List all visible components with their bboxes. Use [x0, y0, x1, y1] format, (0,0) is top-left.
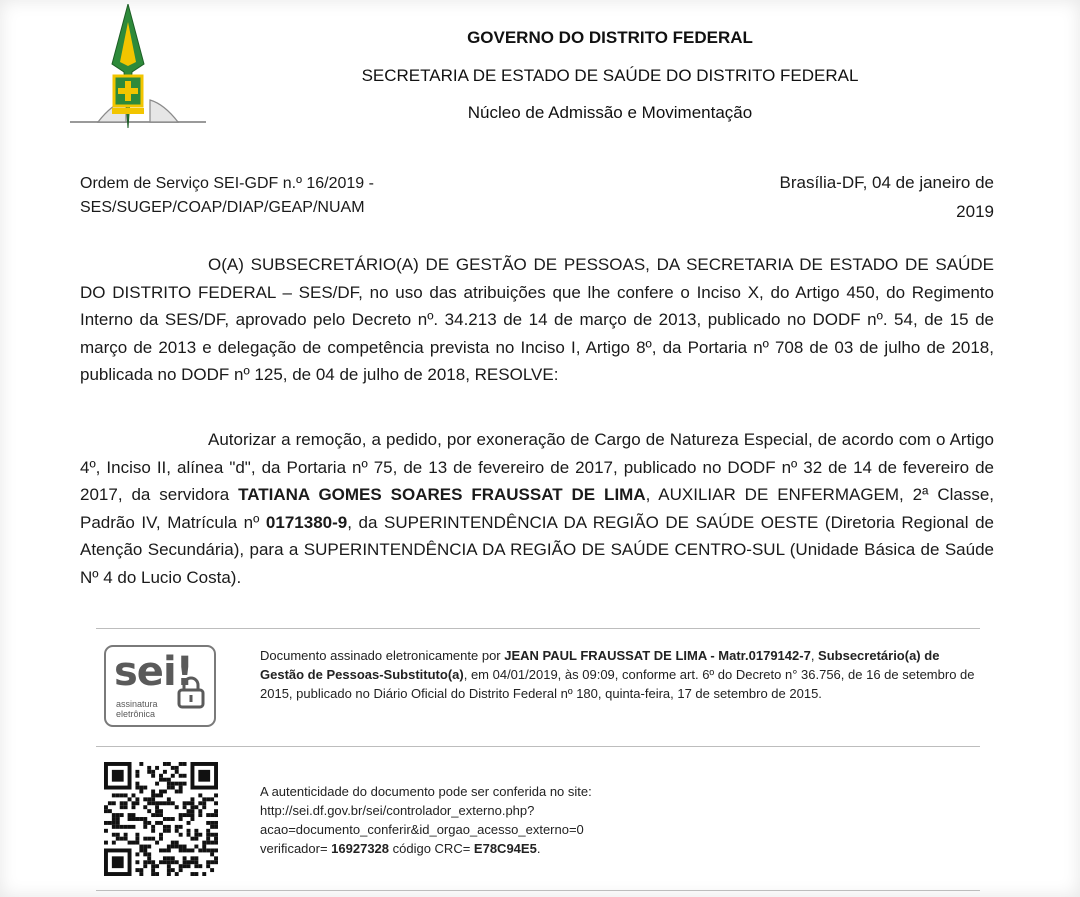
authenticity-codes — [260, 839, 980, 858]
signer-name: JEAN PAUL FRAUSSAT DE LIMA - Matr.0179142-7 — [504, 648, 811, 663]
verifier-code: 16927328 — [331, 841, 390, 856]
verifier-label: verificador= — [260, 841, 332, 856]
document-date-line1: Brasília-DF, 04 de janeiro de — [779, 173, 994, 192]
sei-badge-subtitle — [116, 699, 158, 719]
resolution-text-b: , AUXILIAR DE ENFERMAGEM, 2ª Classe, Padrão IV, Matrícula nº — [80, 485, 995, 532]
signature-text-b: , — [810, 648, 819, 663]
sei-badge-sub2: eletrônica — [116, 709, 156, 719]
resolution-paragraph — [80, 426, 994, 592]
crc-end: . — [536, 841, 541, 856]
header-government: GOVERNO DO DISTRITO FEDERAL — [467, 28, 753, 47]
header-department: Núcleo de Admissão e Movimentação — [467, 103, 753, 122]
qr-code-icon — [104, 762, 218, 876]
signature-text-a: Documento assinado eletronicamente por — [260, 648, 505, 663]
sei-badge-sub1: assinatura — [116, 699, 158, 709]
signer-role: Subsecretário(a) de Gestão de Pessoas-Substituto(a) — [260, 648, 940, 682]
preamble-paragraph: O(A) SUBSECRETÁRIO(A) DE GESTÃO DE PESSOAS, DA SECRETARIA DE ESTADO DE SAÚDE DO DISTRITO FEDERAL – SES/DF, no uso das atribuições que lhe confere o Inciso X, do Artigo 450, do Regimento Interno da SES/DF, aprovado pelo Decreto nº. 34.213 de 14 de março de 2013, publicado no DODF nº. 54, de 15 de março de 2013 e delegação de competência prevista no Inciso I, Artigo 8º, da Portaria nº 708 de 03 de julho de 2018, publicada no DODF nº 125, de 04 de julho de 2018, RESOLVE: — [80, 255, 994, 385]
authenticity-url: http://sei.df.gov.br/sei/controlador_externo.php? — [260, 803, 535, 818]
crc-code: E78C94E5 — [473, 841, 537, 856]
employee-name: TATIANA GOMES SOARES FRAUSSAT DE LIMA — [238, 485, 646, 505]
order-reference-line2: SES/SUGEP/COAP/DIAP/GEAP/NUAM — [80, 199, 365, 216]
document-date-line2: 2019 — [956, 202, 994, 221]
signature-text-c: , em 04/01/2019, às 09:09, conforme art. 6º do Decreto n° 36.756, de 16 de setembro de 2015, publicado no Diário Oficial do Distrito Federal nº 180, quinta-feira, 17 de setembro de 2015. — [260, 667, 975, 701]
divider — [96, 746, 980, 747]
crc-label: código CRC= — [389, 841, 474, 856]
divider — [96, 628, 980, 629]
resolution-text-c: , da SUPERINTENDÊNCIA DA REGIÃO DE SAÚDE OESTE (Diretoria Regional de Atenção Secundária), para a SUPERINTENDÊNCIA DA REGIÃO DE SAÚDE CENTRO-SUL (Unidade Básica de Saúde Nº 4 do Lucio Costa). — [80, 512, 994, 587]
authenticity-statement — [260, 782, 980, 858]
authenticity-url-params: acao=documento_conferir&id_orgao_acesso_externo=0 — [260, 822, 584, 837]
lock-icon — [176, 675, 206, 709]
divider — [96, 890, 980, 891]
sei-signature-badge — [104, 645, 216, 727]
order-reference — [80, 172, 480, 220]
order-reference-line1: Ordem de Serviço SEI-GDF n.º 16/2019 - — [80, 175, 374, 192]
signature-statement — [260, 646, 980, 703]
resolution-text-a: Autorizar a remoção, a pedido, por exoneração de Cargo de Natureza Especial, de acordo com o Artigo 4º, Inciso II, alínea "d", da Portaria nº 75, de 13 de fevereiro de 2017, publicado no DODF nº 32 de 14 de fevereiro de 2017, da servidora — [80, 430, 994, 505]
employee-matricula: 0171380-9 — [265, 512, 348, 532]
gdf-coat-of-arms-icon — [68, 4, 208, 144]
sei-logo-text: sei! — [114, 649, 193, 695]
header-secretariat: SECRETARIA DE ESTADO DE SAÚDE DO DISTRITO FEDERAL — [361, 66, 859, 85]
authenticity-line1: A autenticidade do documento pode ser conferida no site: — [260, 784, 592, 799]
document-date — [674, 168, 994, 226]
